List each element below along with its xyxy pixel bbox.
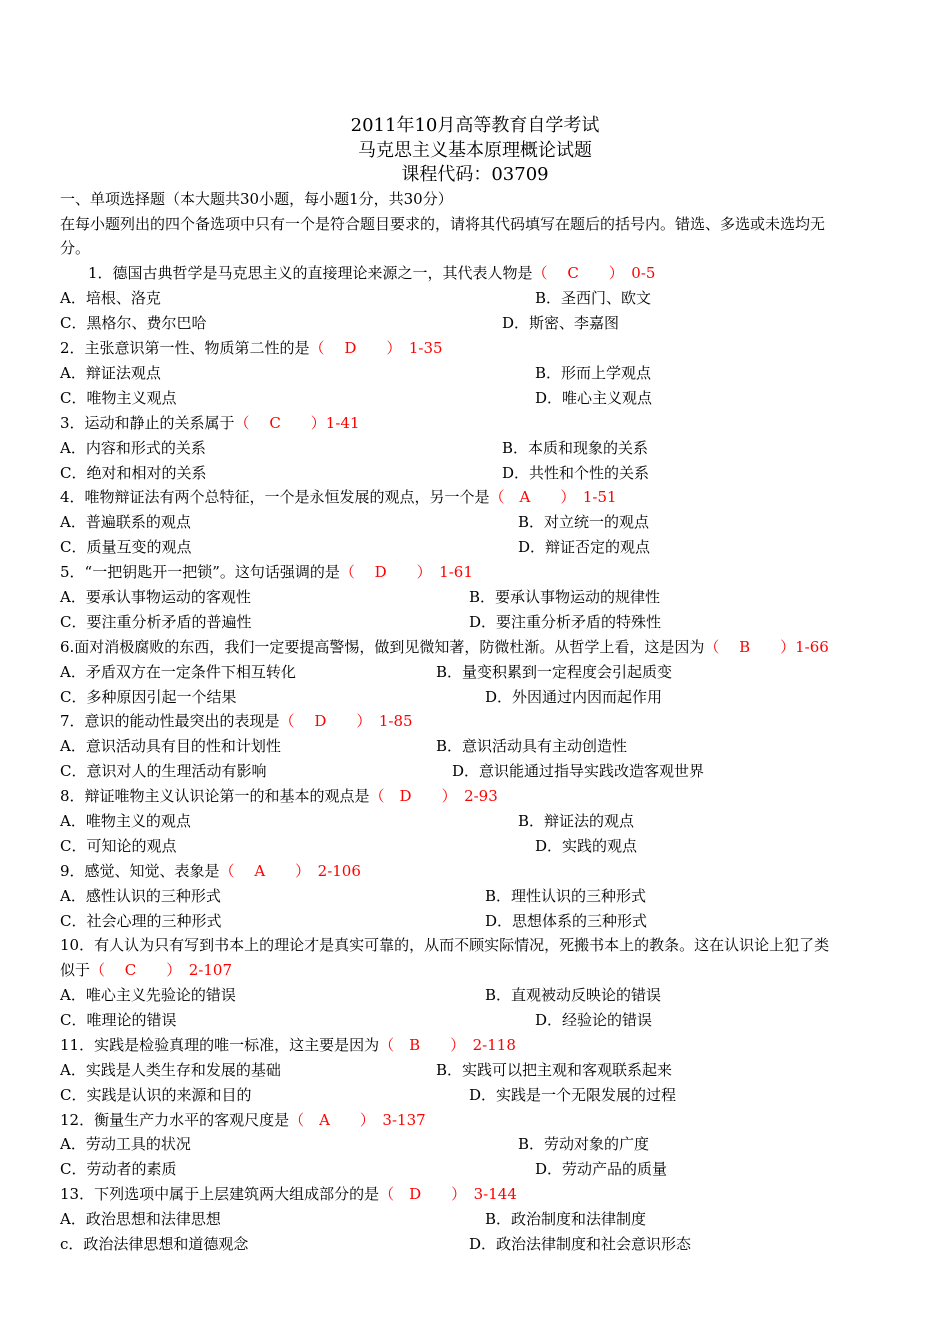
question-text: 13．下列选项中属于上层建筑两大组成部分的是 <box>60 1185 380 1203</box>
answer-key: （ A ） 2-106 <box>219 862 361 880</box>
question-text: 3．运动和静止的关系属于 <box>60 414 235 432</box>
question-text: 11．实践是检验真理的唯一标准，这主要是因为 <box>60 1036 380 1054</box>
option-b: B．直观被动反映论的错误 <box>485 986 662 1004</box>
option-d: D．唯心主义观点 <box>535 389 653 407</box>
option-d: D．外因通过内因而起作用 <box>485 688 663 706</box>
option-b: B．量变积累到一定程度会引起质变 <box>436 663 673 681</box>
answer-key: （ D ） 1-35 <box>309 339 443 357</box>
option-c: C．要注重分析矛盾的普遍性 <box>60 613 252 631</box>
option-d: D．辩证否定的观点 <box>518 538 651 556</box>
option-a: A．劳动工具的状况 <box>60 1135 191 1153</box>
option-d: D．斯密、李嘉图 <box>502 314 620 332</box>
option-c: C．社会心理的三种形式 <box>60 912 222 930</box>
option-c: C．可知论的观点 <box>60 837 177 855</box>
option-a: A．要承认事物运动的客观性 <box>60 588 251 606</box>
option-b: B．本质和现象的关系 <box>502 439 649 457</box>
question-text: 4．唯物辩证法有两个总特征，一个是永恒发展的观点，另一个是 <box>60 488 490 506</box>
answer-key: （ D ） 1-85 <box>279 712 413 730</box>
option-c: c．政治法律思想和道德观念 <box>60 1235 249 1253</box>
answer-key: （ A ） 1-51 <box>489 488 617 506</box>
option-c: C．实践是认识的来源和目的 <box>60 1086 252 1104</box>
option-a: A．内容和形式的关系 <box>60 439 206 457</box>
question-stem <box>60 486 617 508</box>
question-text: 2．主张意识第一性、物质第二性的是 <box>60 339 310 357</box>
option-c: C．多种原因引起一个结果 <box>60 688 237 706</box>
answer-key: （ D ） 2-93 <box>369 787 498 805</box>
option-a: A．唯心主义先验论的错误 <box>60 986 236 1004</box>
answer-key: （ C ） 0-5 <box>532 264 656 282</box>
question-stem <box>60 1034 516 1056</box>
answer-key: （ C ） 2-107 <box>90 961 233 979</box>
exam-title-subject: 马克思主义基本原理概论试题 <box>358 140 592 161</box>
option-d: D．思想体系的三种形式 <box>485 912 648 930</box>
option-b: B．实践可以把主观和客观联系起来 <box>436 1061 673 1079</box>
option-b: B．形而上学观点 <box>535 364 652 382</box>
option-a: A．普遍联系的观点 <box>60 513 191 531</box>
option-d: D．经验论的错误 <box>535 1011 653 1029</box>
question-text: 8．辩证唯物主义认识论第一的和基本的观点是 <box>60 787 370 805</box>
option-c: C．黑格尔、费尔巴哈 <box>60 314 207 332</box>
option-d: D．要注重分析矛盾的特殊性 <box>469 613 662 631</box>
question-stem <box>60 561 473 583</box>
option-d: D．政治法律制度和社会意识形态 <box>469 1235 692 1253</box>
option-a: A．矛盾双方在一定条件下相互转化 <box>60 663 296 681</box>
exam-title-year: 2011年10月高等教育自学考试 <box>350 115 600 136</box>
question-stem <box>88 262 655 284</box>
answer-key: （ D ） 1-61 <box>339 563 473 581</box>
option-b: B．圣西门、欧文 <box>535 289 652 307</box>
exam-course-code: 课程代码：03709 <box>401 164 549 185</box>
question-stem-cont <box>60 959 232 981</box>
option-a: A．唯物主义的观点 <box>60 812 191 830</box>
answer-key: （ D ） 3-144 <box>379 1185 517 1203</box>
question-text: 1．德国古典哲学是马克思主义的直接理论来源之一，其代表人物是 <box>88 264 533 282</box>
option-b: B．理性认识的三种形式 <box>485 887 647 905</box>
option-a: A．实践是人类生存和发展的基础 <box>60 1061 281 1079</box>
question-text: 似于 <box>60 961 91 979</box>
option-a: A．培根、洛克 <box>60 289 161 307</box>
question-stem <box>60 412 360 434</box>
option-a: A．感性认识的三种形式 <box>60 887 221 905</box>
question-stem: 10．有人认为只有写到书本上的理论才是真实可靠的，从而不顾实际情况，死搬书本上的教条。这在认识论上犯了类 <box>60 936 830 954</box>
option-d: D．劳动产品的质量 <box>535 1160 668 1178</box>
option-b: B．劳动对象的广度 <box>518 1135 650 1153</box>
section-heading: 一、单项选择题（本大题共30小题，每小题1分，共30分） <box>60 190 453 208</box>
question-stem <box>60 710 413 732</box>
option-a: A．意识活动具有目的性和计划性 <box>60 737 281 755</box>
option-c: C．唯理论的错误 <box>60 1011 177 1029</box>
option-d: D．实践的观点 <box>535 837 638 855</box>
answer-key: （ B ） 2-118 <box>379 1036 516 1054</box>
option-c: C．意识对人的生理活动有影响 <box>60 762 267 780</box>
option-b: B．辩证法的观点 <box>518 812 635 830</box>
question-stem <box>60 636 829 658</box>
option-b: B．意识活动具有主动创造性 <box>436 737 628 755</box>
option-a: A．辩证法观点 <box>60 364 161 382</box>
question-stem <box>60 785 498 807</box>
option-c: C．唯物主义观点 <box>60 389 177 407</box>
option-b: B．政治制度和法律制度 <box>485 1210 647 1228</box>
answer-key: （ C ）1-41 <box>234 414 360 432</box>
option-b: B．对立统一的观点 <box>518 513 650 531</box>
option-d: D．实践是一个无限发展的过程 <box>469 1086 677 1104</box>
answer-key: （ A ） 3-137 <box>289 1111 426 1129</box>
question-text: 7．意识的能动性最突出的表现是 <box>60 712 280 730</box>
option-c: C．绝对和相对的关系 <box>60 464 207 482</box>
question-text: 12．衡量生产力水平的客观尺度是 <box>60 1111 290 1129</box>
question-text: 5．“一把钥匙开一把锁”。这句话强调的是 <box>60 563 340 581</box>
question-stem <box>60 1183 517 1205</box>
option-c: C．劳动者的素质 <box>60 1160 177 1178</box>
option-c: C．质量互变的观点 <box>60 538 192 556</box>
option-a: A．政治思想和法律思想 <box>60 1210 221 1228</box>
question-stem <box>60 1109 426 1131</box>
question-text: 9．感觉、知觉、表象是 <box>60 862 220 880</box>
section-instruction-cont: 分。 <box>60 239 91 257</box>
answer-key: （ B ）1-66 <box>704 638 829 656</box>
question-text: 6.面对消极腐败的东西，我们一定要提高警惕，做到见微知著，防微杜渐。从哲学上看，这是因为 <box>60 638 705 656</box>
question-stem <box>60 860 361 882</box>
question-stem <box>60 337 443 359</box>
option-b: B．要承认事物运动的规律性 <box>469 588 661 606</box>
option-d: D．意识能通过指导实践改造客观世界 <box>452 762 705 780</box>
option-d: D．共性和个性的关系 <box>502 464 650 482</box>
section-instruction: 在每小题列出的四个备选项中只有一个是符合题目要求的，请将其代码填写在题后的括号内。错选、多选或未选均无 <box>60 215 826 233</box>
